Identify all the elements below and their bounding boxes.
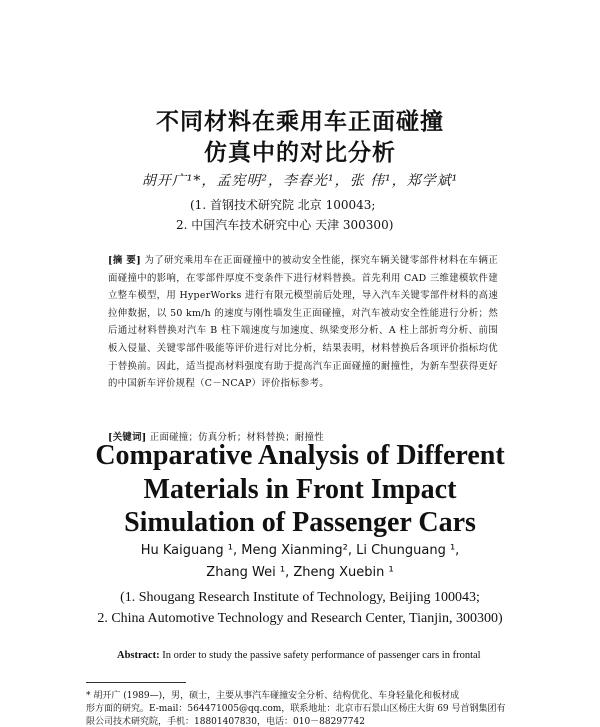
english-abstract-text: In order to study the passive safety performance of passenger cars in frontal xyxy=(159,650,481,661)
footnote-divider xyxy=(86,682,186,683)
chinese-keywords-label: [关键词] xyxy=(108,432,147,443)
chinese-abstract-text: 为了研究乘用车在正面碰撞中的被动安全性能，探究车辆关键零部件材料在车辆正面碰撞中的影响，在零部件厚度不变条件下进行材料替换。首先利用 CAD 三维建模软件建立整车模型，用 HyperWorks 进行有限元模型前后处理，导入汽车关键零部件材料的高速拉伸数据，以 50 km/h 的速度与刚性墙发生正面碰撞，对汽车被动安全性能进行分析；然后通过材料替换对汽车 B 柱下端速度与加速度、纵梁变形分析、A 柱上部折弯分析、前围板入侵量、关键零部件吸能等评价进行对比分析，结果表明，材料替换后各项评价指标均优于替换前。因此，适当提高材料强度有助于提高汽车正面碰撞的耐撞性，为新车型获得更好的中国新车评价规程（C－NCAP）评价指标参考。 xyxy=(108,255,499,390)
english-abstract-label: Abstract: xyxy=(117,650,160,661)
chinese-keywords-text: 正面碰撞；仿真分析；材料替换；耐撞性 xyxy=(149,432,324,443)
english-title-line-1: Comparative Analysis of Different xyxy=(95,440,505,471)
chinese-affiliation-2: 2. 中国汽车技术研究中心 天津 300300) xyxy=(176,218,394,232)
chinese-title-line-1: 不同材料在乘用车正面碰撞 xyxy=(156,108,444,135)
chinese-authors: 胡开广¹*，孟宪明²，李春光¹，张 伟¹，郑学斌¹ xyxy=(141,173,459,189)
chinese-affiliation-1: (1. 首钢技术研究院 北京 100043; xyxy=(190,198,376,212)
english-affiliation-2: 2. China Automotive Technology and Research Center, Tianjin, 300300) xyxy=(97,611,503,626)
footnote-line-1: * 胡开广 (1989—)，男，硕士，主要从事汽车碰撞安全分析、结构优化、车身轻量化和板材成 xyxy=(86,691,460,701)
chinese-abstract-label: [摘 要] xyxy=(108,255,141,266)
english-title-line-2: Materials in Front Impact xyxy=(143,474,457,505)
english-title-line-3: Simulation of Passenger Cars xyxy=(124,507,476,538)
english-authors-line-1: Hu Kaiguang ¹, Meng Xianming², Li Chunguang ¹, xyxy=(140,543,460,558)
english-affiliation-1: (1. Shougang Research Institute of Technology, Beijing 100043; xyxy=(120,590,480,605)
footnote-line-3: 限公司技术研究院，手机：18801407830，电话：010－88297742 xyxy=(86,717,365,727)
english-authors-line-2: Zhang Wei ¹, Zheng Xuebin ¹ xyxy=(206,565,394,580)
footnote-line-2: 形方面的研究。E-mail：564471005@qq.com，联系地址：北京市石景山区杨庄大街 69 号首钢集团有 xyxy=(86,704,506,714)
chinese-abstract xyxy=(108,252,498,393)
chinese-title-line-2: 仿真中的对比分析 xyxy=(204,139,396,166)
english-abstract xyxy=(117,650,517,661)
